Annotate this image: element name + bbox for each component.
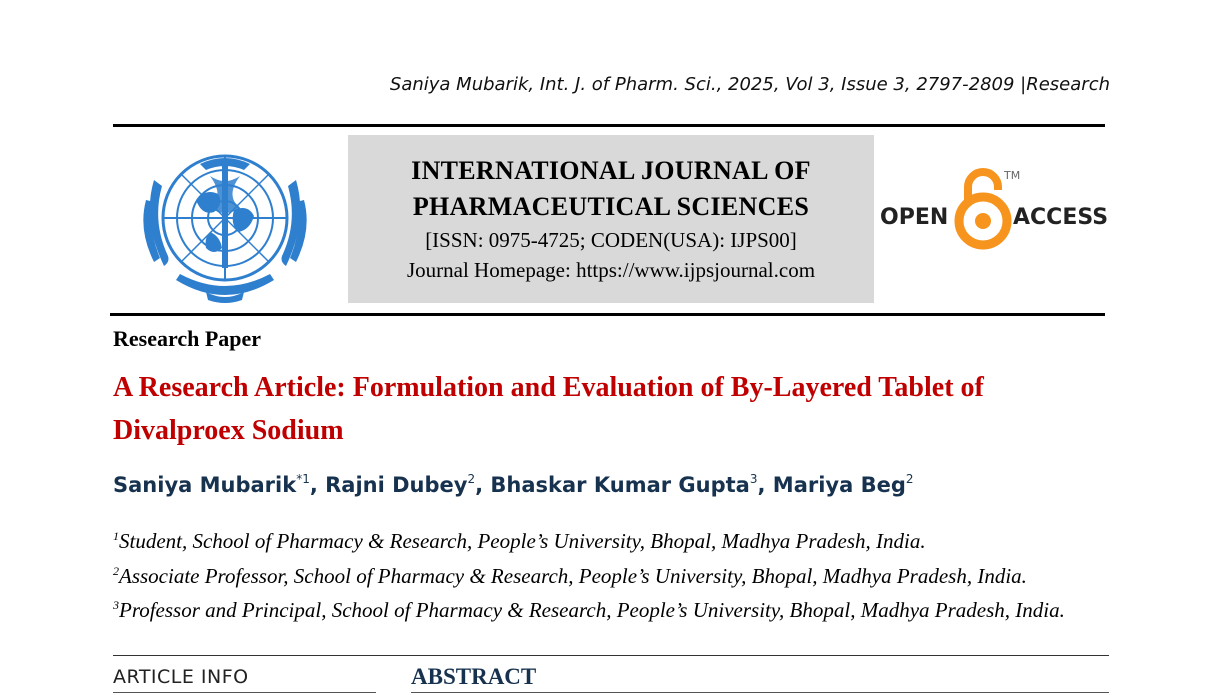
open-access-tm: TM <box>1004 169 1021 182</box>
journal-title: INTERNATIONAL JOURNAL OF PHARMACEUTICAL SCIENCES <box>411 156 811 221</box>
affiliation-item: $^3$Professor and Principal, School of Pharmacy & Research, People’s University, Bhopal, Madhya Pradesh, India. <box>113 598 1065 622</box>
abstract-divider <box>113 655 1109 656</box>
journal-logo-icon <box>126 140 324 306</box>
article-info-underline <box>113 692 376 693</box>
running-header: Saniya Mubarik, Int. J. of Pharm. Sci., 2025, Vol 3, Issue 3, 2797-2809 |Research <box>389 74 1110 95</box>
abstract-underline <box>411 692 1109 693</box>
author-mark: *1 <box>296 472 310 486</box>
author-name: Mariya Beg <box>772 473 906 497</box>
affiliation-list <box>113 522 1103 626</box>
abstract-heading: ABSTRACT <box>411 664 537 689</box>
header-top-rule <box>113 124 1105 127</box>
author-name: Saniya Mubarik <box>113 473 297 497</box>
journal-issn: [ISSN: 0975-4725; CODEN(USA): IJPS00] <box>425 228 797 252</box>
author-name: Rajni Dubey <box>325 473 468 497</box>
author-mark: 2 <box>467 472 476 486</box>
affiliation-item: $^1$Student, School of Pharmacy & Research, People’s University, Bhopal, Madhya Pradesh, India. <box>113 529 926 553</box>
author-name: Bhaskar Kumar Gupta <box>490 473 750 497</box>
open-access-right-text: ACCESS <box>1013 205 1108 230</box>
section-label: Research Paper <box>113 326 262 351</box>
author-mark: 3 <box>749 472 758 486</box>
affiliation-item: $^2$Associate Professor, School of Pharmacy & Research, People’s University, Bhopal, Madhya Pradesh, India. <box>113 563 1027 588</box>
article-info-heading: ARTICLE INFO <box>113 666 249 688</box>
journal-homepage: Journal Homepage: https://www.ijpsjournal.com <box>406 258 816 282</box>
open-access-left-text: OPEN <box>880 205 949 230</box>
header-bottom-rule <box>110 313 1105 316</box>
journal-masthead <box>348 135 874 303</box>
article-title: A Research Article: Formulation and Evaluation of By-Layered Tablet of Divalproex Sodium <box>113 372 984 446</box>
author-mark: 2 <box>905 472 914 486</box>
open-access-lock-icon <box>878 165 1108 253</box>
author-list: Saniya Mubarik$^{*1}$, Rajni Dubey$^2$, Bhaskar Kumar Gupta$^3$, Mariya Beg$^2$ <box>113 472 914 497</box>
